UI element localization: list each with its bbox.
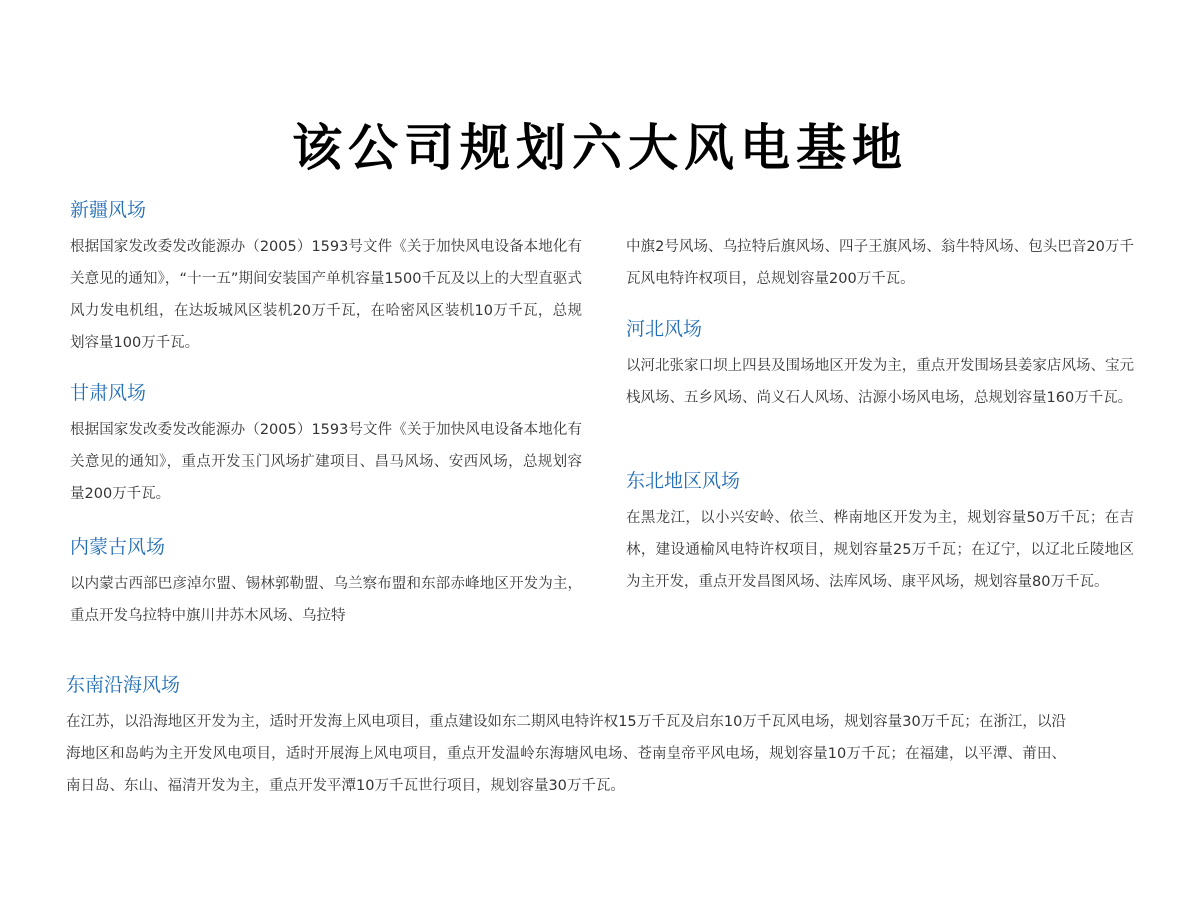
section-body: 在黑龙江，以小兴安岭、依兰、桦南地区开发为主，规划容量50万千瓦；在吉林，建设通榆风电特许权项目，规划容量25万千瓦；在辽宁，以辽北丘陵地区为主开发，重点开发昌图风场、法库风场、康平风场，规划容量80万千瓦。 [626, 510, 1134, 590]
section-body-continuation: 中旗2号风场、乌拉特后旗风场、四子王旗风场、翁牛特风场、包头巴音20万千瓦风电特许权项目，总规划容量200万千瓦。 [626, 239, 1134, 287]
section-body: 以内蒙古西部巴彦淖尔盟、锡林郭勒盟、乌兰察布盟和东部赤峰地区开发为主，重点开发乌拉特中旗川井苏木风场、乌拉特 [70, 576, 582, 624]
section-xinjiang [70, 197, 582, 359]
section-body: 根据国家发改委发改能源办（2005）1593号文件《关于加快风电设备本地化有关意见的通知》，重点开发玉门风场扩建项目、昌马风场、安西风场，总规划容量200万千瓦。 [70, 422, 582, 502]
section-gansu [70, 380, 582, 510]
section-hebei [626, 316, 1134, 414]
section-dongnan [66, 672, 1066, 802]
section-heading: 河北风场 [626, 318, 703, 340]
section-heading: 新疆风场 [70, 199, 147, 221]
section-heading: 内蒙古风场 [70, 536, 166, 558]
section-dongbei [626, 468, 1134, 598]
section-heading: 东南沿海风场 [66, 674, 181, 696]
section-neimenggu-continuation [626, 231, 1134, 295]
section-neimenggu [70, 534, 582, 632]
section-body: 以河北张家口坝上四县及围场地区开发为主，重点开发围场县姜家店风场、宝元栈风场、五乡风场、尚义石人风场、沽源小场风电场，总规划容量160万千瓦。 [626, 358, 1134, 406]
section-heading: 甘肃风场 [70, 382, 147, 404]
section-heading: 东北地区风场 [626, 470, 741, 492]
section-body: 在江苏，以沿海地区开发为主，适时开发海上风电项目，重点建设如东二期风电特许权15万千瓦及启东10万千瓦风电场，规划容量30万千瓦；在浙江，以沿海地区和岛屿为主开发风电项目，适时开展海上风电项目，重点开发温岭东海塘风电场、苍南皇帝平风电场，规划容量10万千瓦；在福建，以平潭、莆田、南日岛、东山、福清开发为主，重点开发平潭10万千瓦世行项目，规划容量30万千瓦。 [66, 714, 1066, 794]
section-body: 根据国家发改委发改能源办（2005）1593号文件《关于加快风电设备本地化有关意见的通知》，“十一五”期间安装国产单机容量1500千瓦及以上的大型直驱式风力发电机组，在达坂城风区装机20万千瓦，在哈密风区装机10万千瓦，总规划容量100万千瓦。 [70, 239, 582, 351]
page-title: 该公司规划六大风电基地 [292, 118, 908, 177]
